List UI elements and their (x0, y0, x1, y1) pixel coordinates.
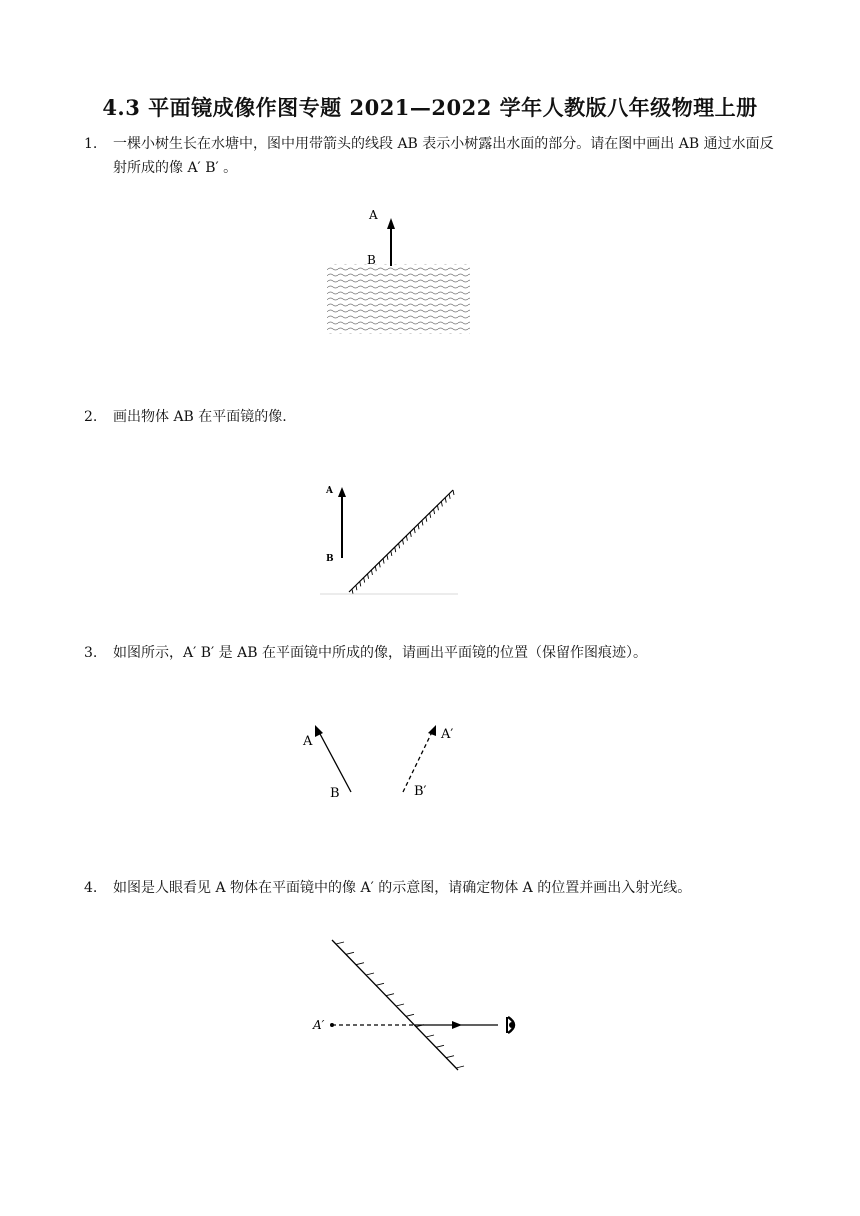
arrowhead-icon (428, 725, 436, 736)
label-a: A (303, 734, 313, 749)
figure-tree-in-pond (318, 200, 478, 340)
mirror-hatch-mark (437, 505, 438, 510)
mirror-hatch-mark (360, 581, 361, 586)
mirror-hatch-mark (453, 490, 454, 495)
mirror-hatch-mark (430, 513, 431, 518)
mirror-hatch-mark (366, 973, 374, 975)
image-arrow-dashed (403, 732, 432, 792)
plane-mirror (349, 490, 454, 594)
arrowhead-icon (315, 725, 323, 737)
mirror-hatch-mark (446, 1056, 454, 1058)
question-number: 3. (84, 645, 98, 661)
mirror-hatch-mark (456, 1066, 464, 1068)
mirror-hatch-mark (346, 952, 354, 954)
mirror-hatch-mark (396, 1004, 404, 1006)
arrowhead-icon (387, 218, 395, 229)
question-text: 一棵小树生长在水塘中，图中用带箭头的线段 AB 表示小树露出水面的部分。请在图中画出 AB 通过水面反射所成的像 A′ B′ 。 (113, 136, 774, 176)
mirror-hatch-mark (422, 520, 423, 525)
label-b: B (367, 253, 376, 267)
question-number: 2. (84, 409, 98, 425)
mirror-hatch-mark (418, 524, 419, 529)
question-text: 如图所示，A′ B′ 是 AB 在平面镜中所成的像，请画出平面镜的位置（保留作图痕迹）。 (113, 645, 647, 661)
mirror-hatch-mark (391, 551, 392, 556)
mirror-hatch-mark (414, 528, 415, 533)
mirror-hatch-mark (410, 532, 411, 537)
label-a-prime: A′ (313, 1018, 325, 1032)
mirror-hatch-mark (406, 536, 407, 541)
mirror-hatch-mark (356, 585, 357, 590)
question-text: 画出物体 AB 在平面镜的像. (113, 409, 287, 425)
mirror-hatch-mark (387, 555, 388, 560)
mirror-hatch-mark (379, 562, 380, 567)
mirror-hatch-mark (364, 578, 365, 583)
mirror-hatch-mark (449, 494, 450, 499)
figure-object-and-image (296, 718, 476, 808)
label-a-prime: A′ (441, 727, 454, 742)
label-b-prime: B′ (414, 784, 427, 799)
plane-mirror (332, 940, 464, 1070)
question-number: 1. (84, 136, 98, 152)
pond-water (327, 264, 470, 334)
arrowhead-icon (452, 1021, 462, 1029)
mirror-hatch-mark (383, 559, 384, 564)
mirror-hatch-mark (426, 517, 427, 522)
figure-inclined-mirror (318, 478, 463, 598)
mirror-hatch-mark (395, 547, 396, 552)
mirror-hatch-mark (434, 509, 435, 514)
question-number: 4. (84, 880, 98, 896)
label-a: A (369, 208, 378, 222)
eye-icon (507, 1017, 515, 1033)
mirror-hatch-mark (403, 540, 404, 545)
label-b: B (330, 786, 340, 801)
mirror-hatch-mark (352, 589, 353, 594)
figure-eye-and-mirror (310, 935, 540, 1075)
mirror-hatch-mark (406, 1014, 414, 1016)
mirror-hatch-mark (356, 963, 364, 965)
mirror-hatch-mark (375, 566, 376, 571)
label-a: A (326, 486, 333, 496)
mirror-hatch-mark (445, 498, 446, 503)
mirror-hatch-mark (441, 501, 442, 506)
mirror-hatch-mark (436, 1045, 444, 1047)
mirror-hatch-mark (399, 543, 400, 548)
object-arrow-line (319, 732, 351, 792)
mirror-hatch-mark (386, 994, 394, 996)
mirror-hatch-mark (376, 983, 384, 985)
question-text: 如图是人眼看见 A 物体在平面镜中的像 A′ 的示意图，请确定物体 A 的位置并画出入射光线。 (113, 880, 692, 896)
mirror-hatch-mark (336, 942, 344, 944)
mirror-hatch-mark (426, 1035, 434, 1037)
page-title: 4.3 平面镜成像作图专题 2021—2022 学年人教版八年级物理上册 (102, 95, 758, 120)
mirror-hatch-mark (371, 570, 372, 575)
mirror-hatch-mark (368, 574, 369, 579)
arrowhead-icon (338, 487, 346, 497)
label-b: B (326, 554, 334, 564)
